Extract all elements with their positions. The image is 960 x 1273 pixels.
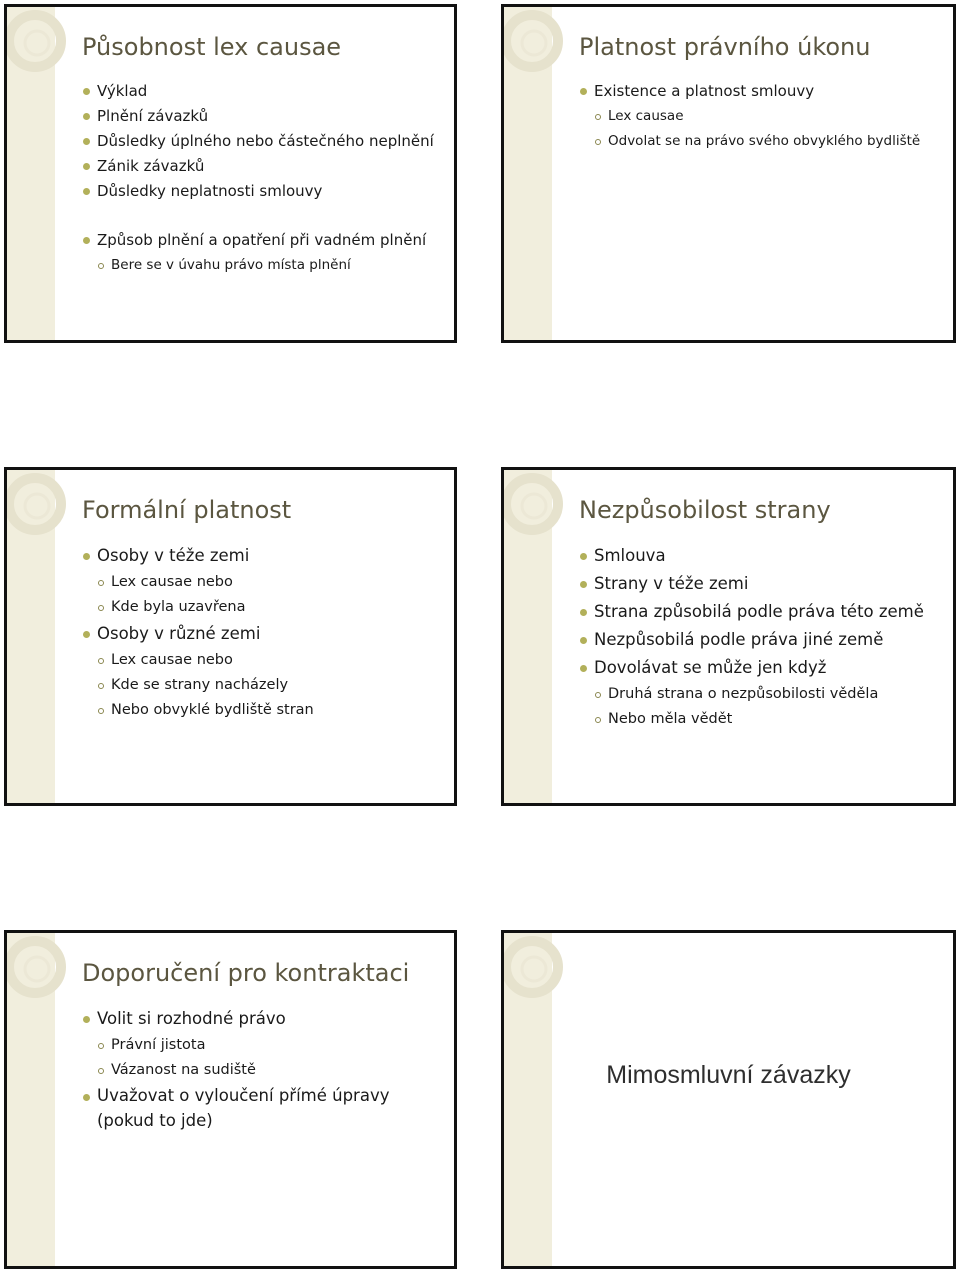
- bullet-item: Volit si rozhodné právo: [97, 1005, 394, 1033]
- bullet-item: Výklad: [97, 79, 448, 104]
- bullet-item: Smlouva: [594, 542, 947, 570]
- section-title: Mimosmluvní závazky: [606, 1061, 851, 1089]
- slide-title: Platnost právního úkonu: [579, 33, 871, 61]
- slide-decoration: [504, 933, 624, 1053]
- bullet-item: Způsob plnění a opatření při vadném plnění: [97, 228, 448, 253]
- slide-title: Doporučení pro kontraktaci: [82, 959, 410, 987]
- bullet-item: Důsledky úplného nebo částečného neplnění: [97, 129, 448, 154]
- slide-bullet-list: [97, 79, 448, 278]
- slide-5: [4, 930, 457, 1269]
- slide-title: Nezpůsobilost strany: [579, 496, 831, 524]
- slide-title: Působnost lex causae: [82, 33, 342, 61]
- slide-6: [501, 930, 956, 1269]
- bullet-item: Strana způsobilá podle práva této země: [594, 598, 947, 626]
- bullet-item: Zánik závazků: [97, 154, 448, 179]
- slide-bullet-list: [97, 1005, 394, 1133]
- sub-bullet-item: Kde byla uzavřena: [97, 595, 448, 620]
- bullet-item: Existence a platnost smlouvy: [594, 79, 947, 104]
- sub-bullet-item: Právní jistota: [97, 1033, 394, 1058]
- bullet-item: Dovolávat se může jen když: [594, 654, 947, 682]
- sub-bullet-item: Vázanost na sudiště: [97, 1058, 394, 1083]
- slide-1: [4, 4, 457, 343]
- sub-bullet-item: Druhá strana o nezpůsobilosti věděla: [594, 682, 947, 707]
- bullet-item: Nezpůsobilá podle práva jiné země: [594, 626, 947, 654]
- sub-bullet-item: Lex causae nebo: [97, 648, 448, 673]
- sub-bullet-item: Nebo měla vědět: [594, 707, 947, 732]
- sub-bullet-item: Bere se v úvahu právo místa plnění: [97, 253, 448, 278]
- slide-2: [501, 4, 956, 343]
- bullet-item: Osoby v různé zemi: [97, 620, 448, 648]
- sub-bullet-item: Odvolat se na právo svého obvyklého bydliště: [594, 129, 947, 154]
- sub-bullet-item: Lex causae: [594, 104, 947, 129]
- slide-bullet-list: [594, 79, 947, 154]
- slide-bullet-list: [97, 542, 448, 723]
- sub-bullet-item: Kde se strany nacházely: [97, 673, 448, 698]
- slide-4: [501, 467, 956, 806]
- sub-bullet-item: Nebo obvyklé bydliště stran: [97, 698, 448, 723]
- bullet-item: Uvažovat o vyloučení přímé úpravy (pokud to jde): [97, 1083, 394, 1133]
- sub-bullet-item: Lex causae nebo: [97, 570, 448, 595]
- bullet-item: Plnění závazků: [97, 104, 448, 129]
- slide-bullet-list: [594, 542, 947, 732]
- bullet-item: Důsledky neplatnosti smlouvy: [97, 179, 448, 204]
- slide-title: Formální platnost: [82, 496, 292, 524]
- bullet-item: Osoby v téže zemi: [97, 542, 448, 570]
- slide-3: [4, 467, 457, 806]
- bullet-item: Strany v téže zemi: [594, 570, 947, 598]
